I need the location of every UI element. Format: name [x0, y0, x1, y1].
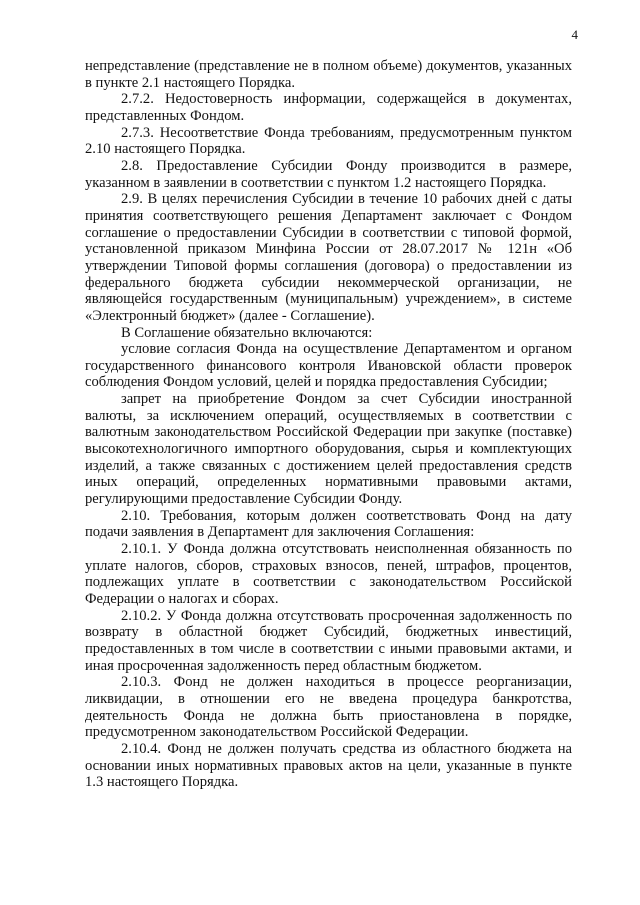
- paragraph-2-8: 2.8. Предоставление Субсидии Фонду производится в размере, указанном в заявлении в соответствии с пунктом 1.2 настоящего Порядка.: [85, 157, 572, 191]
- paragraph-continuation: непредставление (представление не в полном объеме) документов, указанных в пункте 2.1 настоящего Порядка.: [85, 58, 572, 91]
- paragraph-currency-ban: запрет на приобретение Фондом за счет Субсидии иностранной валюты, за исключением операций, осуществляемых в соответствии с валютным законодательством Российской Федерации при закупке (поставке) высокотехнологичного импортного оборудования, сырья и комплектующих изделий, а также связанных с достижением целей предоставления средств иных операций, определенных нормативными правовыми актами, регулирующими предоставление Субсидии Фонду.: [85, 391, 572, 508]
- paragraph-consent-condition: условие согласия Фонда на осуществление Департаментом и органом государственного финансового контроля Ивановской области проверок соблюдения Фондом условий, целей и порядка предоставления Субсидии;: [85, 341, 572, 391]
- paragraph-2-10-3: 2.10.3. Фонд не должен находиться в процессе реорганизации, ликвидации, в отношении его не введена процедура банкротства, деятельность Фонда не должна быть приостановлена в порядке, предусмотренном законодательством Российской Федерации.: [85, 674, 572, 741]
- paragraph-2-10-1: 2.10.1. У Фонда должна отсутствовать неисполненная обязанность по уплате налогов, сборов, страховых взносов, пеней, штрафов, процентов, подлежащих уплате в соответствии с законодательством Российской Федерации о налогах и сборах.: [85, 541, 572, 607]
- paragraph-2-10-4: 2.10.4. Фонд не должен получать средства из областного бюджета на основании иных нормативных правовых актов на цели, указанные в пункте 1.3 настоящего Порядка.: [85, 740, 572, 791]
- paragraph-agreement-includes: В Соглашение обязательно включаются:: [121, 324, 373, 341]
- paragraph-2-9: 2.9. В целях перечисления Субсидии в течение 10 рабочих дней с даты принятия соответствующего решения Департамент заключает с Фондом соглашение о предоставлении Субсидии в соответствии с типовой формой, установленной приказом Минфина России от 28.07.2017 № 121н «Об утверждении Типовой формы соглашения (договора) о предоставлении из федерального бюджета субсидии некоммерческой организации, не являющейся государственным (муниципальным) учреждением», в системе «Электронный бюджет» (далее - Соглашение).: [85, 191, 572, 324]
- paragraph-2-7-2: 2.7.2. Недостоверность информации, содержащейся в документах, представленных Фондом.: [85, 91, 572, 124]
- document-body: [85, 58, 572, 791]
- page-number: 4: [571, 27, 578, 42]
- paragraph-2-7-3: 2.7.3. Несоответствие Фонда требованиям, предусмотренным пунктом 2.10 настоящего Порядка.: [85, 124, 572, 158]
- paragraph-2-10-2: 2.10.2. У Фонда должна отсутствовать просроченная задолженность по возврату в областной бюджет Субсидий, бюджетных инвестиций, предоставленных в том числе в соответствии с иными правовыми актами, и иная просроченная задолженность перед областным бюджетом.: [85, 607, 572, 674]
- paragraph-2-10: 2.10. Требования, которым должен соответствовать Фонд на дату подачи заявления в Департамент для заключения Соглашения:: [85, 507, 572, 541]
